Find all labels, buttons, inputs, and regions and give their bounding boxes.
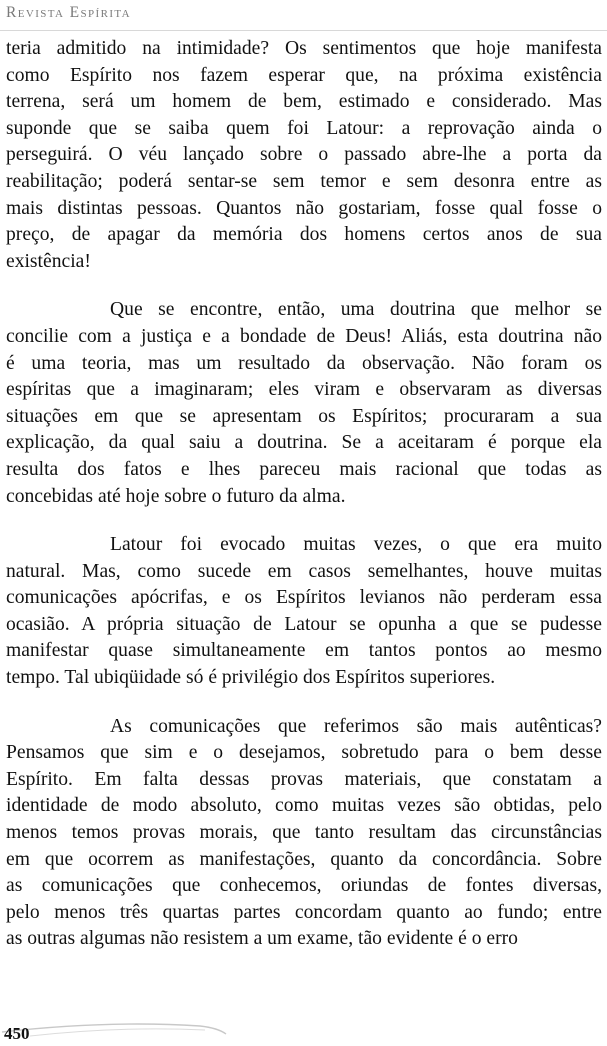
text-line: situações em que se apresentam os Espíritos; procuraram a sua	[6, 405, 602, 427]
paragraph	[6, 297, 602, 510]
text-line: espíritas que a imaginaram; eles viram e observaram as diversas	[6, 379, 602, 401]
text-line: concilie com a justiça e a bondade de Deus! Aliás, esta doutrina não	[6, 325, 602, 347]
text-line: tempo. Tal ubiqüidade só é privilégio dos Espíritos superiores.	[6, 667, 496, 689]
text-line: reabilitação; poderá sentar-se sem temor e sem desonra entre as	[6, 170, 602, 192]
text-line: perseguirá. O véu lançado sobre o passado abre-lhe a porta da	[6, 144, 602, 166]
text-line: As comunicações que referimos são mais autênticas?	[110, 715, 602, 737]
text-line: como Espírito nos fazem esperar que, na próxima existência	[6, 64, 602, 86]
text-line: Latour foi evocado muitas vezes, o que era muito	[110, 534, 602, 556]
footer-swoosh-ornament	[0, 1018, 230, 1044]
text-line: pelo menos três quartas partes concordam quanto ao fundo; entre	[6, 901, 602, 923]
text-line: preço, de apagar da memória dos homens certos anos de sua	[6, 224, 602, 246]
text-line: suponde que se saiba quem foi Latour: a reprovação ainda o	[6, 117, 602, 139]
text-line: Espírito. Em falta dessas provas materiais, que constatam a	[6, 768, 602, 790]
text-line: manifestar quase simultaneamente em tantos pontos ao mesmo	[6, 640, 602, 662]
text-line: explicação, da qual saiu a doutrina. Se a aceitaram é porque ela	[6, 432, 602, 454]
text-line: em que ocorrem as manifestações, quanto da concordância. Sobre	[6, 848, 602, 870]
text-line: ocasião. A própria situação de Latour se opunha a que se pudesse	[6, 613, 602, 635]
text-line: Que se encontre, então, uma doutrina que melhor se	[110, 299, 602, 321]
body-text	[6, 36, 602, 953]
text-line: natural. Mas, como sucede em casos semelhantes, houve muitas	[6, 560, 602, 582]
text-line: as outras algumas não resistem a um exame, tão evidente é o erro	[6, 928, 518, 950]
page-number: 450	[4, 1024, 30, 1043]
running-header: Revista Espírita	[6, 4, 131, 21]
paragraph	[6, 532, 602, 692]
paragraph	[6, 714, 602, 953]
text-line: concebidas até hoje sobre o futuro da alma.	[6, 485, 346, 507]
text-line: mais distintas pessoas. Quantos não gostariam, fosse qual fosse o	[6, 197, 602, 219]
paragraph	[6, 36, 602, 275]
text-line: teria admitido na intimidade? Os sentimentos que hoje manifesta	[6, 38, 602, 59]
text-line: terrena, será um homem de bem, estimado e considerado. Mas	[6, 91, 602, 113]
text-line: comunicações apócrifas, e os Espíritos levianos não perderam essa	[6, 587, 602, 609]
text-line: é uma teoria, mas um resultado da observação. Não foram os	[6, 352, 602, 374]
text-line: as comunicações que conhecemos, oriundas de fontes diversas,	[6, 875, 602, 897]
text-line: resulta dos fatos e lhes pareceu mais racional que todas as	[6, 458, 602, 480]
text-line: existência!	[6, 250, 91, 272]
text-line: menos temos provas morais, que tanto resultam das circunstâncias	[6, 822, 602, 844]
header-divider	[0, 30, 607, 31]
text-line: identidade de modo absoluto, como muitas vezes são obtidas, pelo	[6, 795, 602, 817]
text-line: Pensamos que sim e o desejamos, sobretudo para o bem desse	[6, 742, 602, 764]
